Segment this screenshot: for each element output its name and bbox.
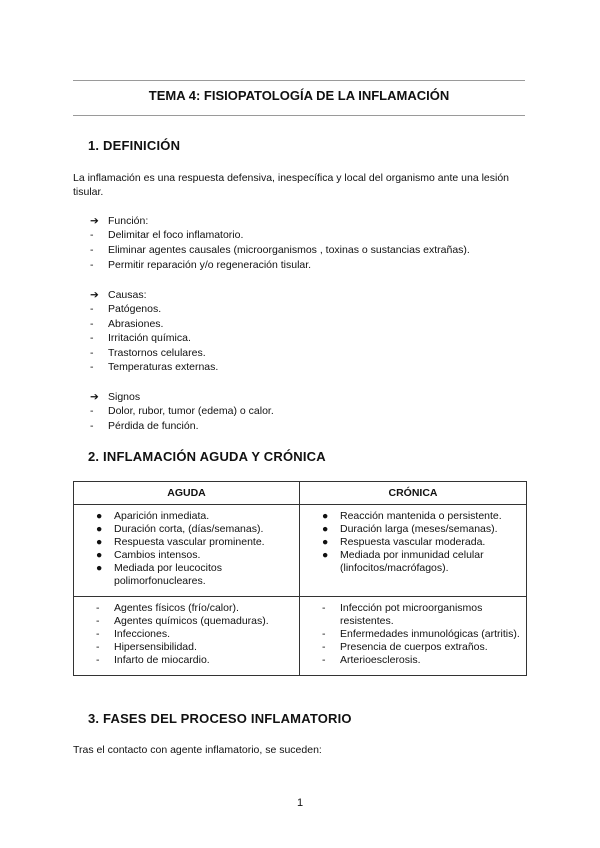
aguda-cause: Infecciones.	[114, 628, 171, 640]
cronica-cause: Enfermedades inmunológicas (artritis).	[340, 628, 520, 640]
aguda-cause: Infarto de miocardio.	[114, 654, 210, 666]
funcion-item: Permitir reparación y/o regeneración tisular.	[108, 259, 312, 271]
section-heading-fases: 3. FASES DEL PROCESO INFLAMATORIO	[88, 711, 352, 726]
funcion-label: Función:	[108, 215, 149, 227]
list-item	[310, 654, 520, 667]
fases-paragraph: Tras el contacto con agente inflamatorio, se suceden:	[73, 744, 322, 756]
table-row	[74, 597, 527, 676]
list-item	[84, 641, 293, 654]
aguda-cause: Agentes físicos (frío/calor).	[114, 602, 239, 614]
arrow-icon: ➔	[90, 215, 99, 227]
page-number: 1	[296, 797, 304, 809]
dash-list	[310, 602, 520, 667]
bullet-marker: ●	[322, 536, 329, 548]
list-item	[310, 628, 520, 641]
dash-marker: -	[90, 259, 94, 271]
bullet-marker: ●	[322, 510, 329, 522]
dash-list	[84, 602, 293, 667]
causas-label: Causas:	[108, 289, 147, 301]
aguda-cause: Hipersensibilidad.	[114, 641, 197, 653]
causas-item: Abrasiones.	[108, 318, 164, 330]
bullet-marker: ●	[96, 549, 103, 561]
aguda-characteristic: Cambios intensos.	[114, 549, 201, 561]
list-item	[84, 510, 293, 523]
aguda-characteristic: Mediada por leucocitos polimorfonucleares.	[114, 562, 222, 587]
dash-marker: -	[90, 420, 94, 432]
bullet-marker: ●	[96, 510, 103, 522]
list-item	[84, 615, 293, 628]
dash-marker: -	[96, 602, 100, 614]
list-item	[310, 602, 520, 628]
cronica-cause: Arterioesclerosis.	[340, 654, 421, 666]
list-item	[310, 641, 520, 654]
cronica-characteristic: Reacción mantenida o persistente.	[340, 510, 502, 522]
section-heading-definicion: 1. DEFINICIÓN	[88, 138, 181, 153]
table-cell-cronica-causas	[300, 597, 527, 676]
arrow-icon: ➔	[90, 289, 99, 301]
dash-marker: -	[96, 628, 100, 640]
causas-item: Irritación química.	[108, 332, 191, 344]
cronica-cause: Infección pot microorganismos resistentes.	[340, 602, 483, 627]
dash-marker: -	[90, 347, 94, 359]
dash-marker: -	[322, 641, 326, 653]
list-item	[310, 536, 520, 549]
list-item	[84, 628, 293, 641]
dash-marker: -	[96, 641, 100, 653]
title-rule	[73, 115, 525, 116]
funcion-item: Delimitar el foco inflamatorio.	[108, 229, 244, 241]
section-heading-aguda-cronica: 2. INFLAMACIÓN AGUDA Y CRÓNICA	[88, 449, 326, 464]
causas-item: Patógenos.	[108, 303, 162, 315]
bullet-marker: ●	[96, 562, 103, 574]
aguda-cause: Agentes químicos (quemaduras).	[114, 615, 269, 627]
aguda-characteristic: Aparición inmediata.	[114, 510, 210, 522]
funcion-item: Eliminar agentes causales (microorganismos , toxinas o sustancias extrañas).	[108, 244, 470, 256]
bullet-marker: ●	[322, 523, 329, 535]
cronica-characteristic: Respuesta vascular moderada.	[340, 536, 486, 548]
bullet-marker: ●	[96, 523, 103, 535]
cronica-characteristic: Mediada por inmunidad celular (linfocitos/macrófagos).	[340, 549, 484, 574]
table-row	[74, 505, 527, 597]
signos-item: Dolor, rubor, tumor (edema) o calor.	[108, 405, 274, 417]
list-item	[84, 549, 293, 562]
signos-label: Signos	[108, 391, 141, 403]
list-item	[310, 523, 520, 536]
comparison-table	[73, 481, 527, 676]
dash-marker: -	[322, 654, 326, 666]
list-item	[310, 549, 520, 575]
list-item	[84, 562, 293, 588]
page-title: TEMA 4: FISIOPATOLOGÍA DE LA INFLAMACIÓN	[148, 88, 450, 103]
list-item	[84, 523, 293, 536]
column-header-cronica: CRÓNICA	[300, 482, 527, 505]
table-header-row	[74, 482, 527, 505]
dash-marker: -	[322, 628, 326, 640]
causas-item: Temperaturas externas.	[108, 361, 219, 373]
dash-marker: -	[90, 405, 94, 417]
aguda-characteristic: Duración corta, (días/semanas).	[114, 523, 264, 535]
dash-marker: -	[96, 654, 100, 666]
column-header-aguda: AGUDA	[74, 482, 300, 505]
aguda-characteristic: Respuesta vascular prominente.	[114, 536, 265, 548]
definition-paragraph: La inflamación es una respuesta defensiva, inespecífica y local del organismo ante una lesión tisular.	[73, 172, 510, 198]
table-cell-cronica-caracteristicas	[300, 505, 527, 597]
cronica-cause: Presencia de cuerpos extraños.	[340, 641, 488, 653]
bullet-marker: ●	[96, 536, 103, 548]
bullet-list	[84, 510, 293, 588]
table-cell-aguda-caracteristicas	[74, 505, 300, 597]
bullet-marker: ●	[322, 549, 329, 561]
dash-marker: -	[90, 244, 94, 256]
signos-item: Pérdida de función.	[108, 420, 199, 432]
causas-item: Trastornos celulares.	[108, 347, 206, 359]
list-item	[310, 510, 520, 523]
arrow-icon: ➔	[90, 391, 99, 403]
dash-marker: -	[322, 602, 326, 614]
list-item	[84, 654, 293, 667]
dash-marker: -	[90, 361, 94, 373]
cronica-characteristic: Duración larga (meses/semanas).	[340, 523, 498, 535]
dash-marker: -	[90, 318, 94, 330]
list-item	[84, 602, 293, 615]
list-item	[84, 536, 293, 549]
dash-marker: -	[90, 332, 94, 344]
bullet-list	[310, 510, 520, 575]
dash-marker: -	[96, 615, 100, 627]
table-cell-aguda-causas	[74, 597, 300, 676]
top-rule	[73, 80, 525, 81]
dash-marker: -	[90, 303, 94, 315]
dash-marker: -	[90, 229, 94, 241]
